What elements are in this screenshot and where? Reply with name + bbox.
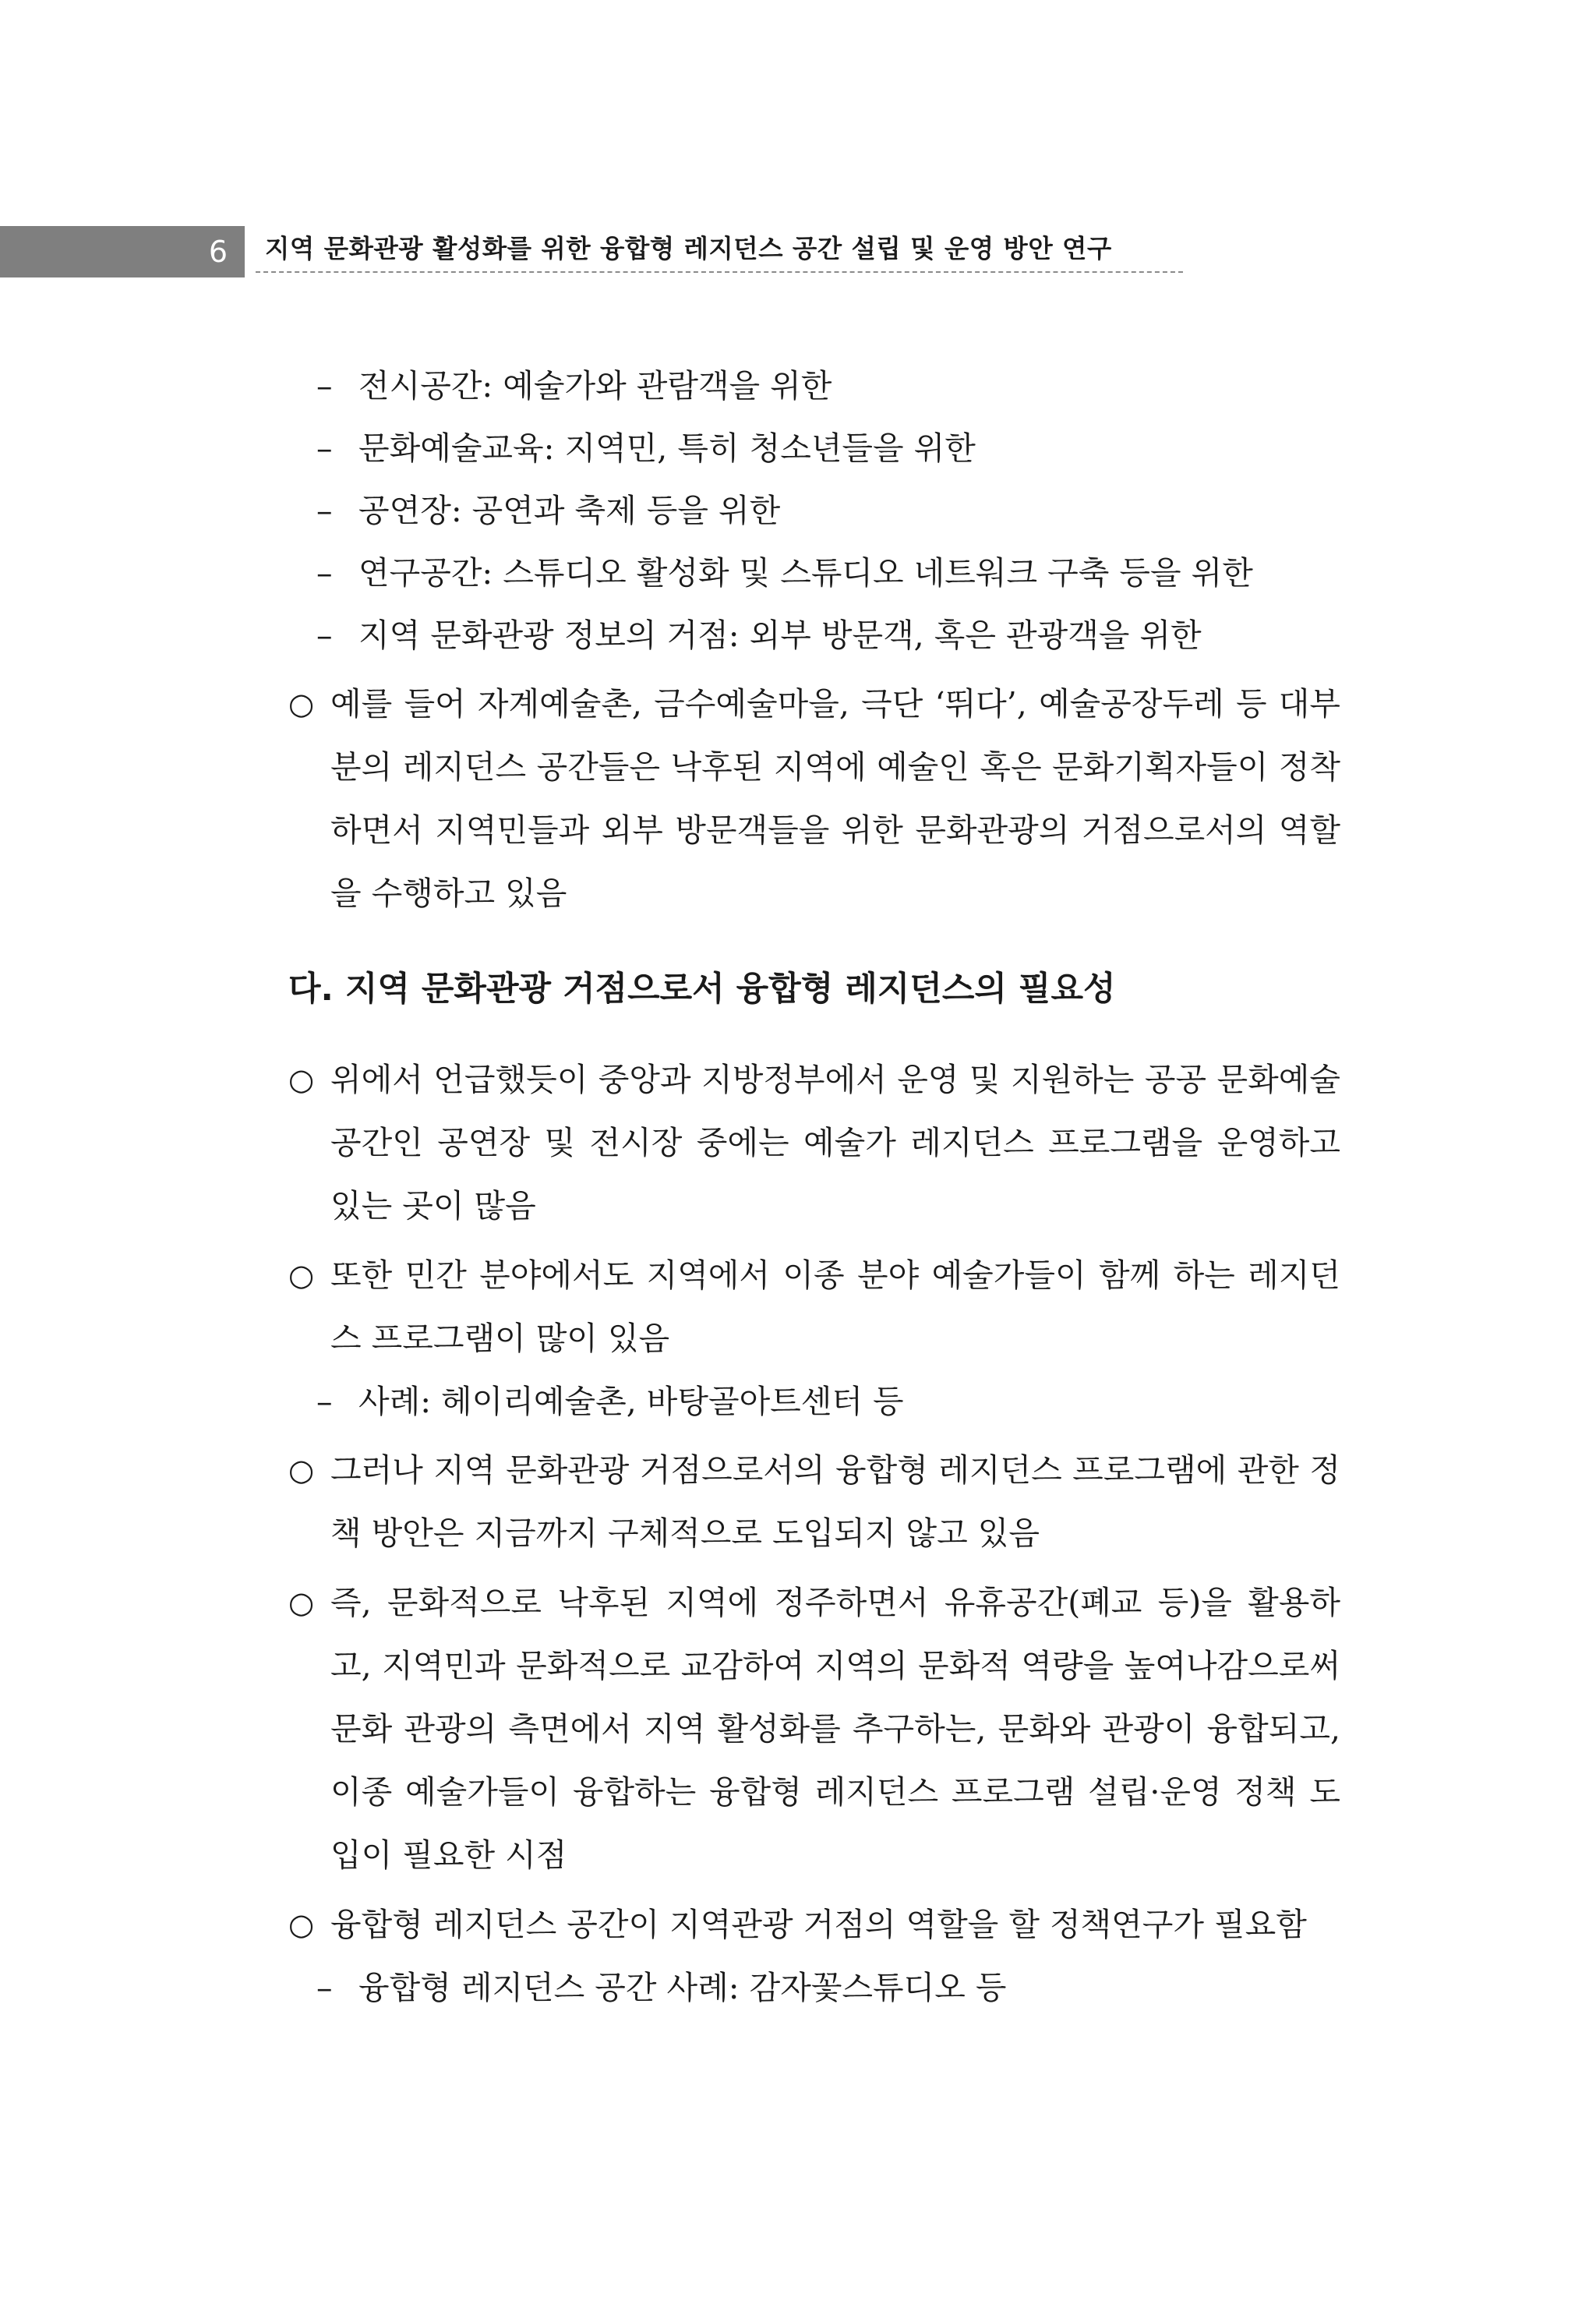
bullet-paragraph (288, 1439, 1340, 1565)
dash-marker: – (316, 429, 333, 467)
bullet-paragraph (288, 673, 1340, 925)
dash-marker: – (316, 1969, 333, 2006)
list-item (288, 355, 1340, 417)
dash-marker: – (316, 367, 333, 405)
paragraph-text: 즉, 문화적으로 낙후된 지역에 정주하면서 유휴공간(폐교 등)을 활용하고, 지역민과 문화적으로 교감하여 지역의 문화적 역량을 높여나감으로써 문화 관광의 측면에서 지역 활성화를 추구하는, 문화와 관광이 융합되고, 이종 예술가들이 융합하는 융합형 레지던스 프로그램 설립·운영 정책 도입이 필요한 시점 (330, 1584, 1340, 1874)
dash-marker: – (316, 1383, 333, 1420)
list-item-text: 전시공간: 예술가와 관람객을 위한 (358, 367, 832, 405)
header-dashed-rule (256, 271, 1183, 273)
list-item-text: 연구공간: 스튜디오 활성화 및 스튜디오 네트워크 구축 등을 위한 (358, 554, 1253, 592)
page-number: 6 (208, 235, 228, 269)
circle-bullet-marker: ○ (288, 687, 315, 721)
paragraph-text: 예를 들어 자계예술촌, 금수예술마을, 극단 ‘뛰다’, 예술공장두레 등 대부분의 레지던스 공간들은 낙후된 지역에 예술인 혹은 문화기획자들이 정착하면서 지역민들과 외부 방문객들을 위한 문화관광의 거점으로서의 역할을 수행하고 있음 (330, 685, 1340, 912)
list-item (288, 1956, 1340, 2019)
list-item-text: 문화예술교육: 지역민, 특히 청소년들을 위한 (358, 429, 976, 467)
paragraph-text: 위에서 언급했듯이 중앙과 지방정부에서 운영 및 지원하는 공공 문화예술 공간인 공연장 및 전시장 중에는 예술가 레지던스 프로그램을 운영하고 있는 곳이 많음 (330, 1061, 1340, 1225)
list-item-text: 사례: 헤이리예술촌, 바탕골아트센터 등 (358, 1383, 904, 1420)
circle-bullet-marker: ○ (288, 1258, 315, 1292)
running-title: 지역 문화관광 활성화를 위한 융합형 레지던스 공간 설립 및 운영 방안 연구 (265, 234, 1112, 263)
list-item-text: 융합형 레지던스 공간 사례: 감자꽃스튜디오 등 (358, 1969, 1007, 2006)
list-item-text: 공연장: 공연과 축제 등을 위한 (358, 492, 781, 529)
page-number-box (0, 226, 245, 277)
paragraph-text: 융합형 레지던스 공간이 지역관광 거점의 역할을 할 정책연구가 필요함 (330, 1906, 1307, 1943)
list-item (288, 479, 1340, 542)
page-header (0, 226, 1596, 281)
section-heading: 다. 지역 문화관광 거점으로서 융합형 레지던스의 필요성 (288, 970, 1116, 1009)
bullet-paragraph (288, 1571, 1340, 1887)
dash-marker: – (316, 617, 333, 654)
paragraph-text: 또한 민간 분야에서도 지역에서 이종 분야 예술가들이 함께 하는 레지던스 프로그램이 많이 있음 (330, 1256, 1340, 1357)
list-item-text: 지역 문화관광 정보의 거점: 외부 방문객, 혹은 관광객을 위한 (358, 617, 1202, 654)
bullet-paragraph (288, 1893, 1340, 1956)
circle-bullet-marker: ○ (288, 1585, 315, 1620)
dash-marker: – (316, 554, 333, 592)
page-body (288, 355, 1340, 2019)
dash-marker: – (316, 492, 333, 529)
bullet-paragraph (288, 1244, 1340, 1370)
list-item (288, 1370, 1340, 1433)
list-item (288, 417, 1340, 479)
paragraph-text: 그러나 지역 문화관광 거점으로서의 융합형 레지던스 프로그램에 관한 정책 방안은 지금까지 구체적으로 도입되지 않고 있음 (330, 1451, 1340, 1552)
list-item (288, 604, 1340, 666)
list-item (288, 542, 1340, 604)
circle-bullet-marker: ○ (288, 1907, 315, 1942)
bullet-paragraph (288, 1048, 1340, 1238)
circle-bullet-marker: ○ (288, 1453, 315, 1487)
circle-bullet-marker: ○ (288, 1062, 315, 1097)
